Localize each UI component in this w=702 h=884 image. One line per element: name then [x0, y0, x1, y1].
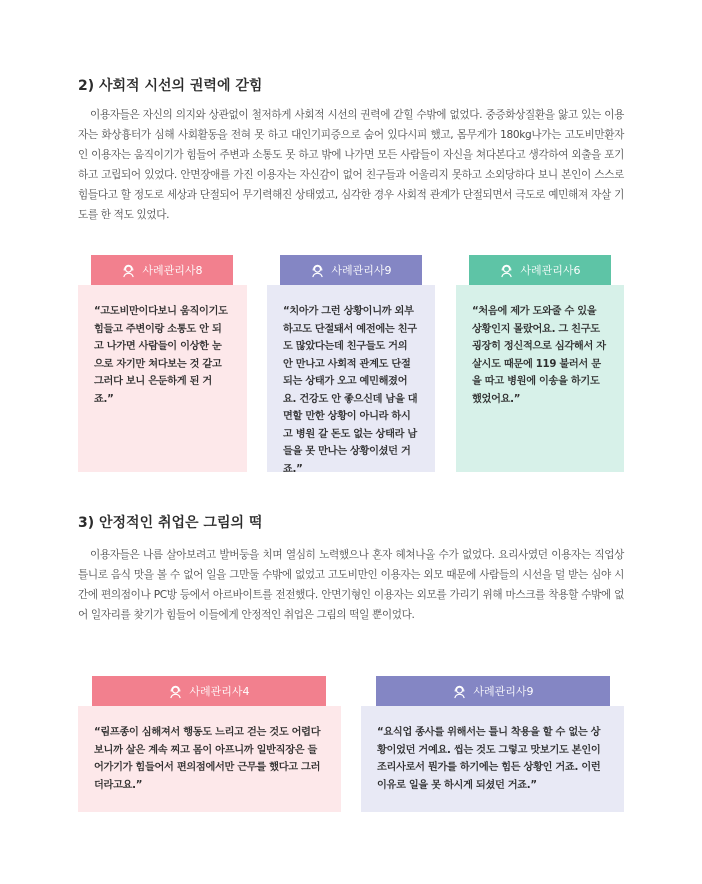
case-quote-4: “림프종이 심해져서 행동도 느리고 걷는 것도 어렵다보니까 살은 계속 찌고 몸이 아프니까 일반직장은 들어가기가 힘들어서 편의점에서만 근무를 했다고 그러더라고요.” — [78, 706, 341, 812]
section-2-heading: 2) 사회적 시선의 권력에 갇힘 — [78, 78, 263, 94]
case-tab-5 — [376, 676, 610, 706]
case-label: 사례관리사6 — [520, 264, 581, 277]
case-tab-3 — [469, 255, 611, 285]
case-quote-5: “요식업 종사를 위해서는 틀니 착용을 할 수 없는 상황이었던 거예요. 씹는 것도 그렇고 맛보기도 본인이 조리사로서 뭔가를 하기에는 힘든 상황인 거죠. 이런 이유로 일을 못 하시게 되셨던 거죠.” — [361, 706, 624, 812]
case-quote-1: “고도비만이다보니 움직이기도 힘들고 주변이랑 소통도 안 되고 나가면 사람들이 이상한 눈으로 자기만 쳐다보는 것 같고 그러다 보니 은둔하게 된 거죠.” — [78, 285, 247, 472]
case-label: 사례관리사4 — [189, 685, 250, 698]
case-tab-4 — [92, 676, 326, 706]
person-headset-icon — [310, 263, 325, 278]
section-2-paragraph: 이용자들은 자신의 의지와 상관없이 철저하게 사회적 시선의 권력에 갇힐 수밖에 없었다. 중증화상질환을 앓고 있는 이용자는 화상흉터가 심해 사회활동을 전혀 못 하고 대인기피증으로 숨어 있다시피 했고, 몸무게가 180kg나가는 고도비만환자인 이용자는 움직이기가 힘들어 주변과 소통도 못 하고 밖에 나가면 모든 사람들이 자신을 쳐다본다고 생각하여 외출을 포기하고 고립되어 있었다. 안면장애를 가진 이용자는 자신감이 없어 친구들과 어울리지 못하고 소외당하다 보니 본인이 스스로 힘들다고 할 정도로 세상과 단절되어 무기력해진 상태였고, 심각한 경우 사회적 관계가 단절되면서 극도로 예민해져 자살 기도를 한 적도 있었다. — [78, 109, 624, 221]
person-headset-icon — [168, 684, 183, 699]
case-tab-1 — [91, 255, 233, 285]
section-3-heading: 3) 안정적인 취업은 그림의 떡 — [78, 515, 263, 531]
person-headset-icon — [452, 684, 467, 699]
section-3-paragraph: 이용자들은 나름 살아보려고 발버둥을 치며 열심히 노력했으나 혼자 헤쳐나올 수가 없었다. 요리사였던 이용자는 직업상 틀니로 음식 맛을 볼 수 없어 일을 그만둘 수밖에 없었고 고도비만인 이용자는 외모 때문에 사람들의 시선을 덜 받는 심야 시간에 편의점이나 PC방 등에서 아르바이트를 전전했다. 안면기형인 이용자는 외모를 가리기 위해 마스크를 착용할 수밖에 없어 일자리를 찾기가 힘들어 이들에게 안정적인 취업은 그림의 떡일 뿐이었다. — [78, 549, 624, 621]
case-quote-2: “치아가 그런 상황이니까 외부하고도 단절돼서 예전에는 친구도 많았다는데 친구들도 거의 안 만나고 사회적 관계도 단절되는 상태가 오고 예민해졌어요. 건강도 안 좋으신데 남을 대면할 만한 상황이 아니라 하시고 병원 갈 돈도 없는 상태라 남들을 못 만나는 상황이셨던 거죠.” — [267, 285, 435, 472]
case-label: 사례관리사9 — [331, 264, 392, 277]
case-label: 사례관리사8 — [142, 264, 203, 277]
person-headset-icon — [499, 263, 514, 278]
person-headset-icon — [121, 263, 136, 278]
case-label: 사례관리사9 — [473, 685, 534, 698]
case-tab-2 — [280, 255, 422, 285]
case-quote-3: “처음에 제가 도와줄 수 있을 상황인지 몰랐어요. 그 친구도 굉장히 정신적으로 심각해서 자살시도 때문에 119 불러서 문을 따고 병원에 이송을 하기도 했었어요.” — [456, 285, 624, 472]
